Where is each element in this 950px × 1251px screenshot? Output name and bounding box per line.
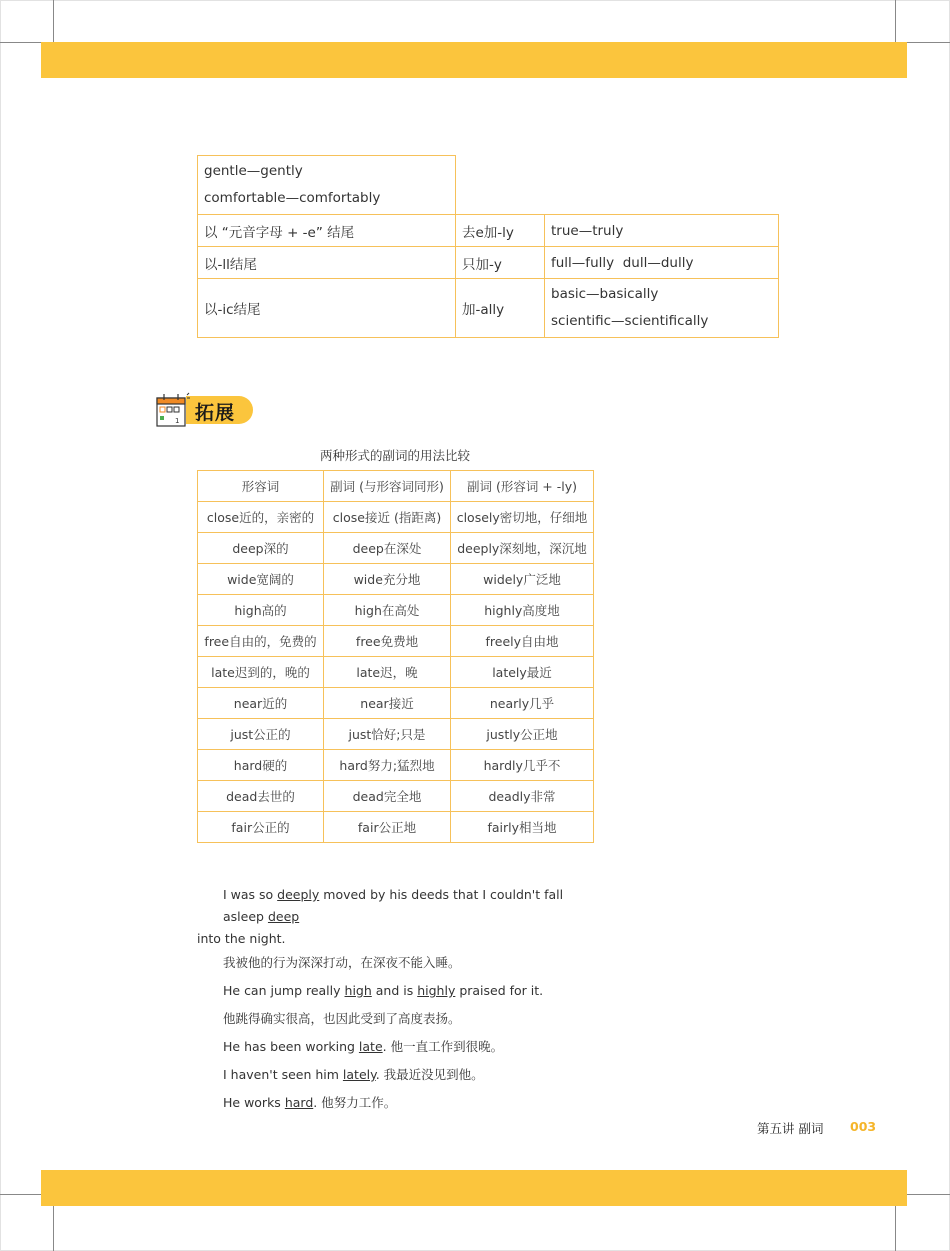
table-row (198, 688, 594, 719)
table-row (198, 595, 594, 626)
table-row (198, 781, 594, 812)
table-row (198, 750, 594, 781)
table-cell: lately最近 (451, 657, 594, 688)
table-caption: 两种形式的副词的用法比较 (319, 448, 470, 463)
section-title: 拓展 (195, 402, 236, 424)
table-cell: hard努力;猛烈地 (324, 750, 451, 781)
example-line: I was so deeply moved by his deeds that I couldn't fall asleep deep (223, 887, 564, 924)
table-row (198, 215, 779, 247)
crop-mark (53, 0, 54, 42)
table-cell: free自由的，免费的 (198, 626, 324, 657)
table-row (198, 533, 594, 564)
example-line: into the night. (197, 931, 286, 946)
method-cell: 只加-y (456, 247, 545, 279)
translation-line: 我被他的行为深深打动，在深夜不能入睡。 (223, 955, 461, 970)
table-cell: fair公正的 (198, 812, 324, 843)
table-body (198, 502, 594, 843)
column-header: 副词 (形容词 + -ly) (451, 471, 594, 502)
table-cell: deep在深处 (324, 533, 451, 564)
table-cell: close接近 (指距离) (324, 502, 451, 533)
table-cell: close近的，亲密的 (198, 502, 324, 533)
table-cell (198, 156, 456, 215)
table-cell: late迟到的，晚的 (198, 657, 324, 688)
table-cell: hard硬的 (198, 750, 324, 781)
example-text: comfortable—comfortably (204, 190, 381, 206)
crop-mark (895, 0, 896, 42)
table-cell: deep深的 (198, 533, 324, 564)
table-cell: nearly几乎 (451, 688, 594, 719)
method-cell: 去e加-ly (456, 215, 545, 247)
table-cell: hardly几乎不 (451, 750, 594, 781)
table-cell: near接近 (324, 688, 451, 719)
table-cell: freely自由地 (451, 626, 594, 657)
table-header-row (198, 471, 594, 502)
table-cell: high高的 (198, 595, 324, 626)
page-number: 003 (850, 1119, 877, 1134)
table-cell: just恰好;只是 (324, 719, 451, 750)
calendar-icon (156, 392, 190, 428)
column-header: 副词 (与形容词同形) (324, 471, 451, 502)
example-sentences (197, 884, 607, 1114)
example-cell: full—fully dull—dully (545, 247, 779, 279)
table-cell: fairly相当地 (451, 812, 594, 843)
example-line: I haven't seen him lately. 我最近没见到他。 (223, 1067, 484, 1082)
rule-cell: 以-ic结尾 (198, 279, 456, 338)
chapter-label: 第五讲 副词 (757, 1121, 824, 1136)
table-cell: deadly非常 (451, 781, 594, 812)
example-line: He can jump really high and is highly praised for it. (223, 983, 544, 998)
table-row (198, 812, 594, 843)
table-cell: dead去世的 (198, 781, 324, 812)
method-cell: 加-ally (456, 279, 545, 338)
table-cell: deeply深刻地，深沉地 (451, 533, 594, 564)
translation-line: 他跳得确实很高，也因此受到了高度表扬。 (223, 1011, 461, 1026)
example-text: basic—basically (551, 286, 659, 302)
ly-rules-table (197, 155, 779, 338)
calendar-day: 1 (175, 417, 180, 425)
table-cell: free免费地 (324, 626, 451, 657)
table-cell: widely广泛地 (451, 564, 594, 595)
table-row (198, 564, 594, 595)
table-cell: dead完全地 (324, 781, 451, 812)
table-cell: just公正的 (198, 719, 324, 750)
crop-mark (907, 1194, 950, 1195)
table-row (198, 156, 779, 215)
crop-mark (53, 1206, 54, 1251)
example-line: He has been working late. 他一直工作到很晚。 (223, 1039, 504, 1054)
example-cell: true—truly (545, 215, 779, 247)
table-cell: highly高度地 (451, 595, 594, 626)
table-row (198, 657, 594, 688)
table-row (198, 626, 594, 657)
table-row (198, 502, 594, 533)
adverb-comparison-table (197, 470, 594, 843)
table-cell: high在高处 (324, 595, 451, 626)
table-cell: justly公正地 (451, 719, 594, 750)
example-line: He works hard. 他努力工作。 (223, 1095, 397, 1110)
crop-mark (0, 1194, 41, 1195)
table-row (198, 719, 594, 750)
table-cell: late迟，晚 (324, 657, 451, 688)
table-cell: wide充分地 (324, 564, 451, 595)
table-cell: fair公正地 (324, 812, 451, 843)
header-band (41, 42, 907, 78)
column-header: 形容词 (198, 471, 324, 502)
table-row (198, 247, 779, 279)
table-row (198, 279, 779, 338)
rule-cell: 以 “元音字母 + -e” 结尾 (198, 215, 456, 247)
rule-cell: 以-ll结尾 (198, 247, 456, 279)
example-text: gentle—gently (204, 163, 303, 179)
crop-mark (895, 1206, 896, 1251)
table-cell: near近的 (198, 688, 324, 719)
crop-mark (0, 42, 41, 43)
footer-band (41, 1170, 907, 1206)
example-text: scientific—scientifically (551, 313, 709, 329)
crop-mark (907, 42, 950, 43)
table-cell: wide宽阔的 (198, 564, 324, 595)
example-cell (545, 279, 779, 338)
table-cell: closely密切地，仔细地 (451, 502, 594, 533)
